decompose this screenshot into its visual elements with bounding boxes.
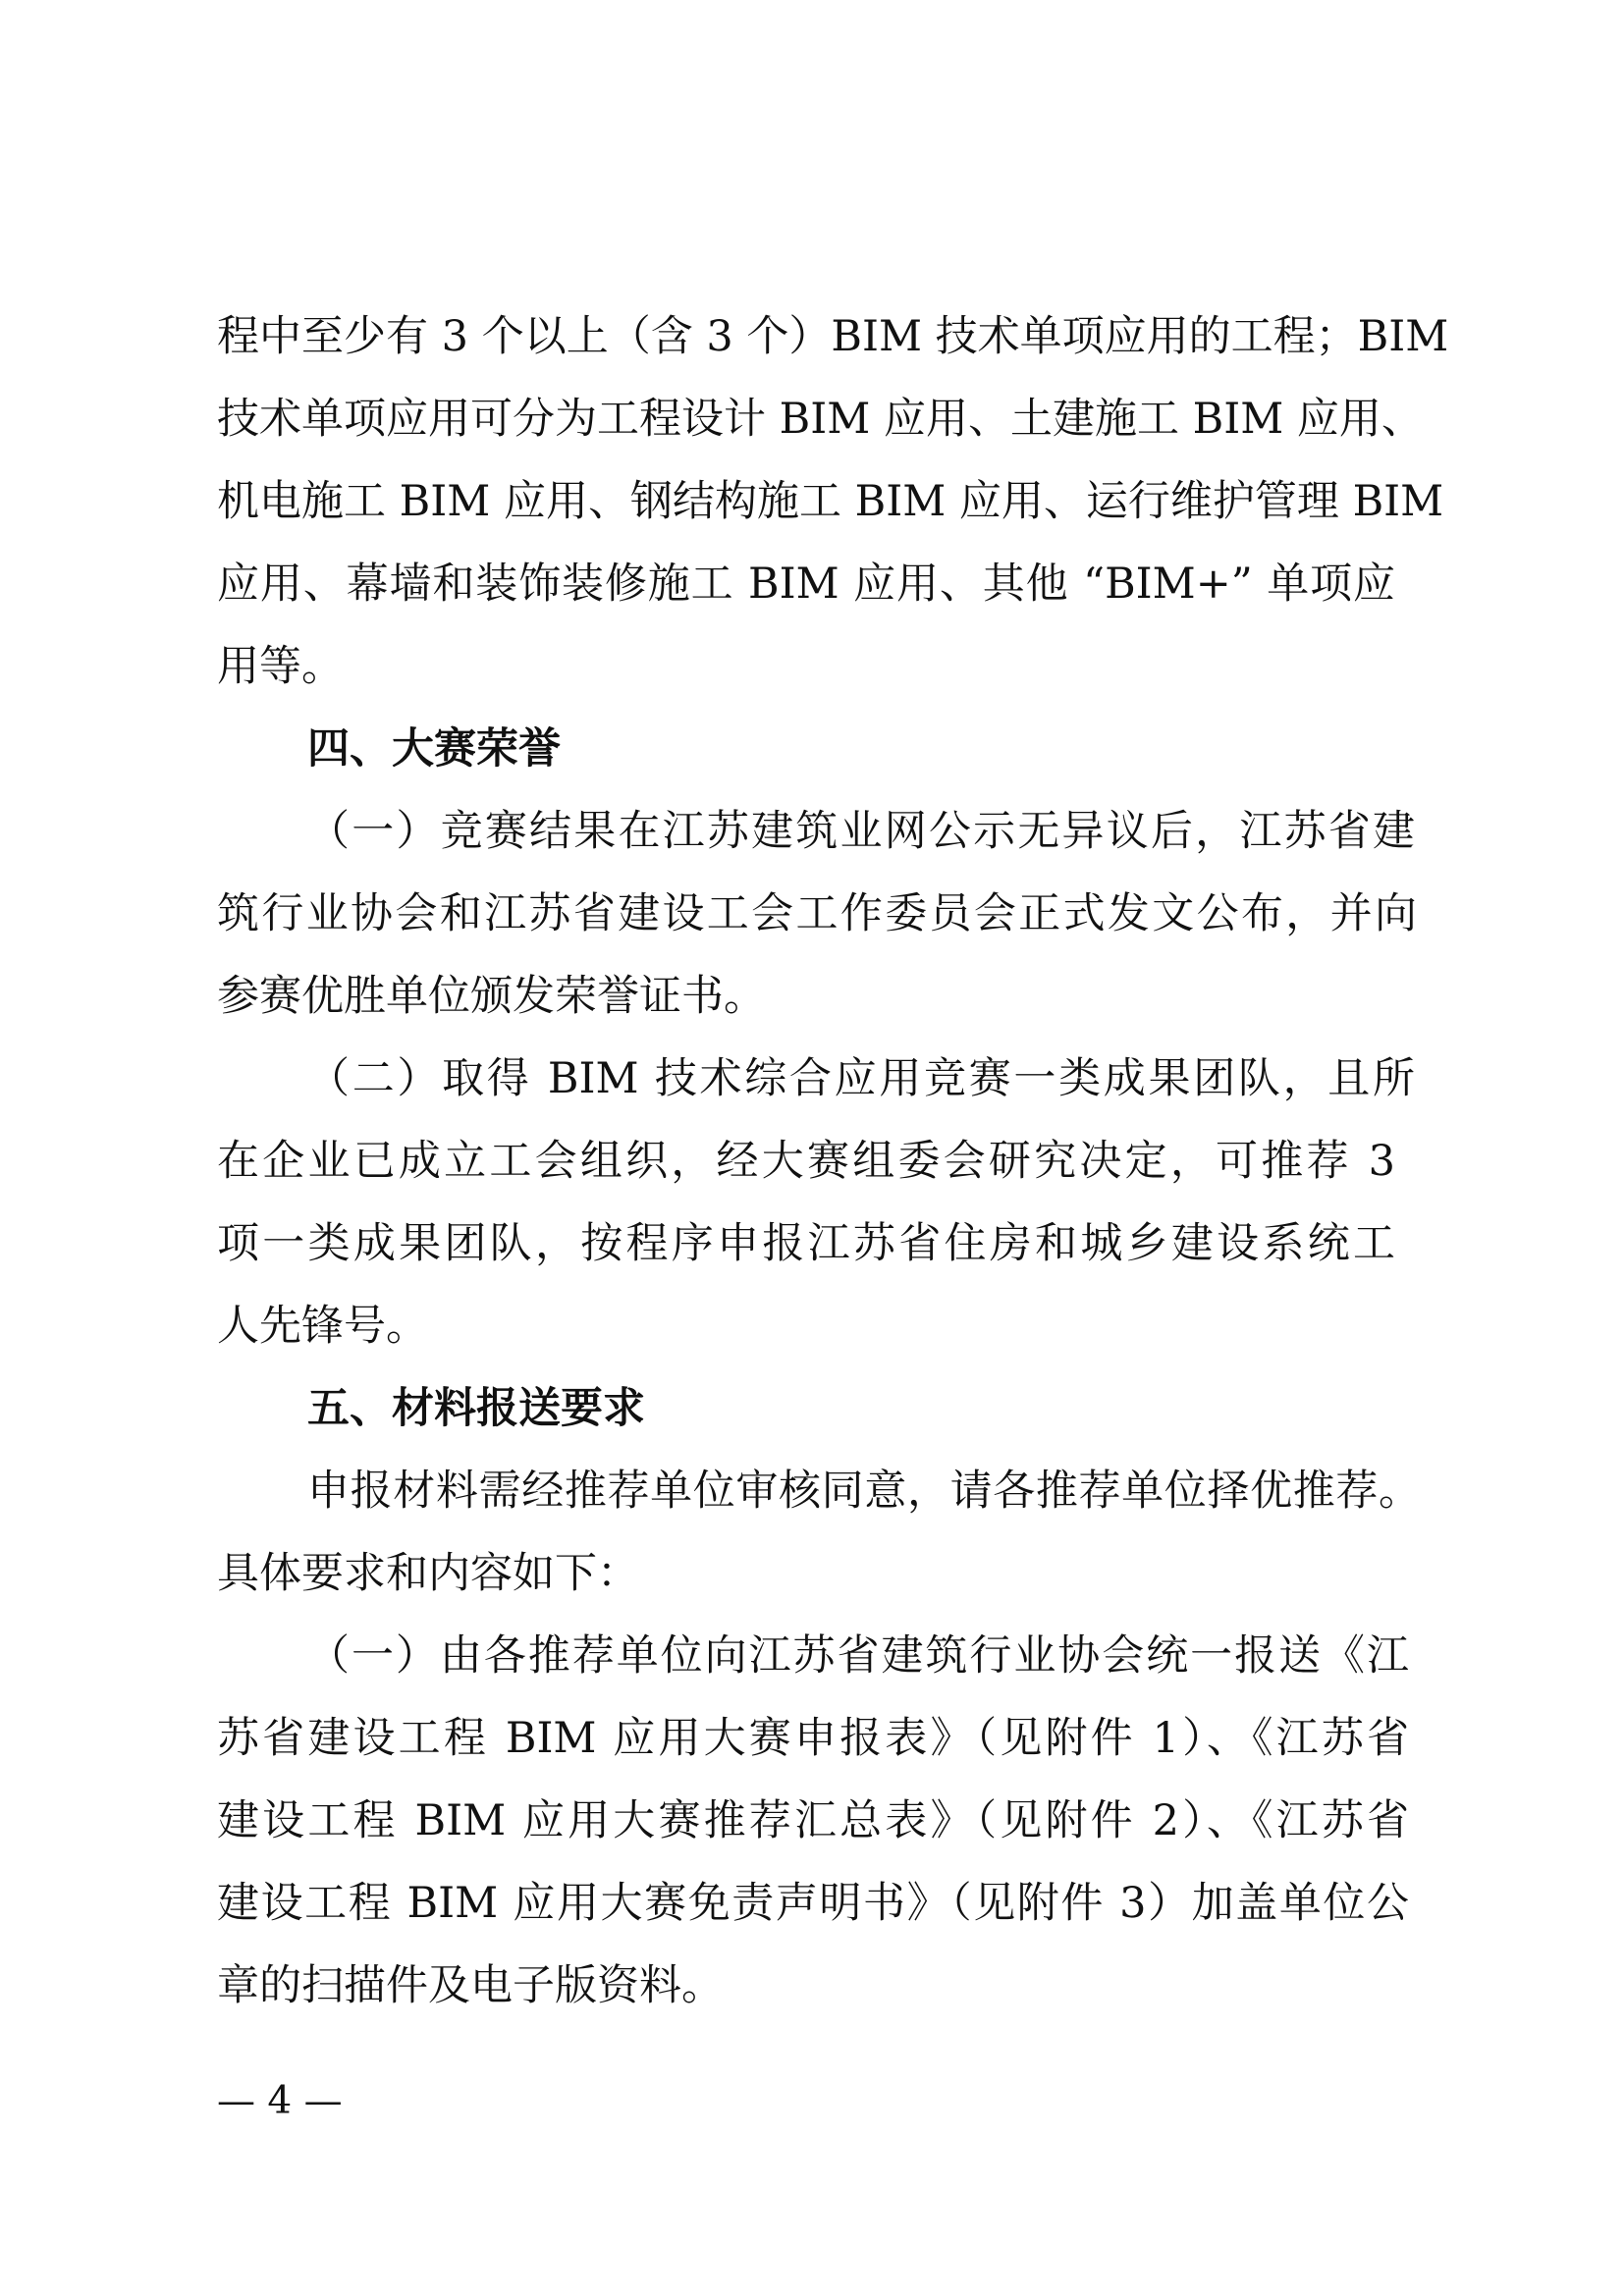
section-heading-honors: 四、大赛荣誉 bbox=[307, 724, 561, 774]
text-line: 建设工程 BIM 应用大赛免责声明书》（见附件 3）加盖单位公 bbox=[217, 1879, 1409, 1928]
text-line: 具体要求和内容如下： bbox=[217, 1549, 639, 1598]
text-line: 章的扫描件及电子版资料。 bbox=[217, 1961, 724, 2010]
text-line: （一）由各推荐单位向江苏省建筑行业协会统一报送《江 bbox=[307, 1631, 1409, 1681]
text-line: 应用、幕墙和装饰装修施工 BIM 应用、其他 “BIM+” 单项应 bbox=[217, 560, 1395, 609]
text-line: 项一类成果团队，按程序申报江苏省住房和城乡建设系统工 bbox=[217, 1219, 1395, 1268]
page-number: — 4 — bbox=[217, 2079, 343, 2123]
text-line: 参赛优胜单位颁发荣誉证书。 bbox=[217, 972, 766, 1021]
text-line: （一）竞赛结果在江苏建筑业网公示无异议后，江苏省建 bbox=[307, 807, 1415, 856]
text-line: （二）取得 BIM 技术综合应用竞赛一类成果团队，且所 bbox=[307, 1054, 1415, 1103]
text-line: 在企业已成立工会组织，经大赛组委会研究决定，可推荐 3 bbox=[217, 1137, 1395, 1186]
section-heading-materials: 五、材料报送要求 bbox=[307, 1384, 645, 1433]
text-line: 申报材料需经推荐单位审核同意，请各推荐单位择优推荐。 bbox=[307, 1467, 1421, 1516]
text-line: 程中至少有 3 个以上（含 3 个）BIM 技术单项应用的工程；BIM bbox=[217, 312, 1449, 361]
text-line: 人先锋号。 bbox=[217, 1302, 428, 1351]
text-line: 建设工程 BIM 应用大赛推荐汇总表》（见附件 2）、《江苏省 bbox=[217, 1796, 1409, 1845]
text-line: 技术单项应用可分为工程设计 BIM 应用、土建施工 BIM 应用、 bbox=[217, 395, 1424, 444]
text-line: 苏省建设工程 BIM 应用大赛申报表》（见附件 1）、《江苏省 bbox=[217, 1714, 1409, 1763]
text-line: 筑行业协会和江苏省建设工会工作委员会正式发文公布，并向 bbox=[217, 889, 1417, 938]
text-line: 用等。 bbox=[217, 642, 344, 691]
text-line: 机电施工 BIM 应用、钢结构施工 BIM 应用、运行维护管理 BIM bbox=[217, 477, 1444, 526]
